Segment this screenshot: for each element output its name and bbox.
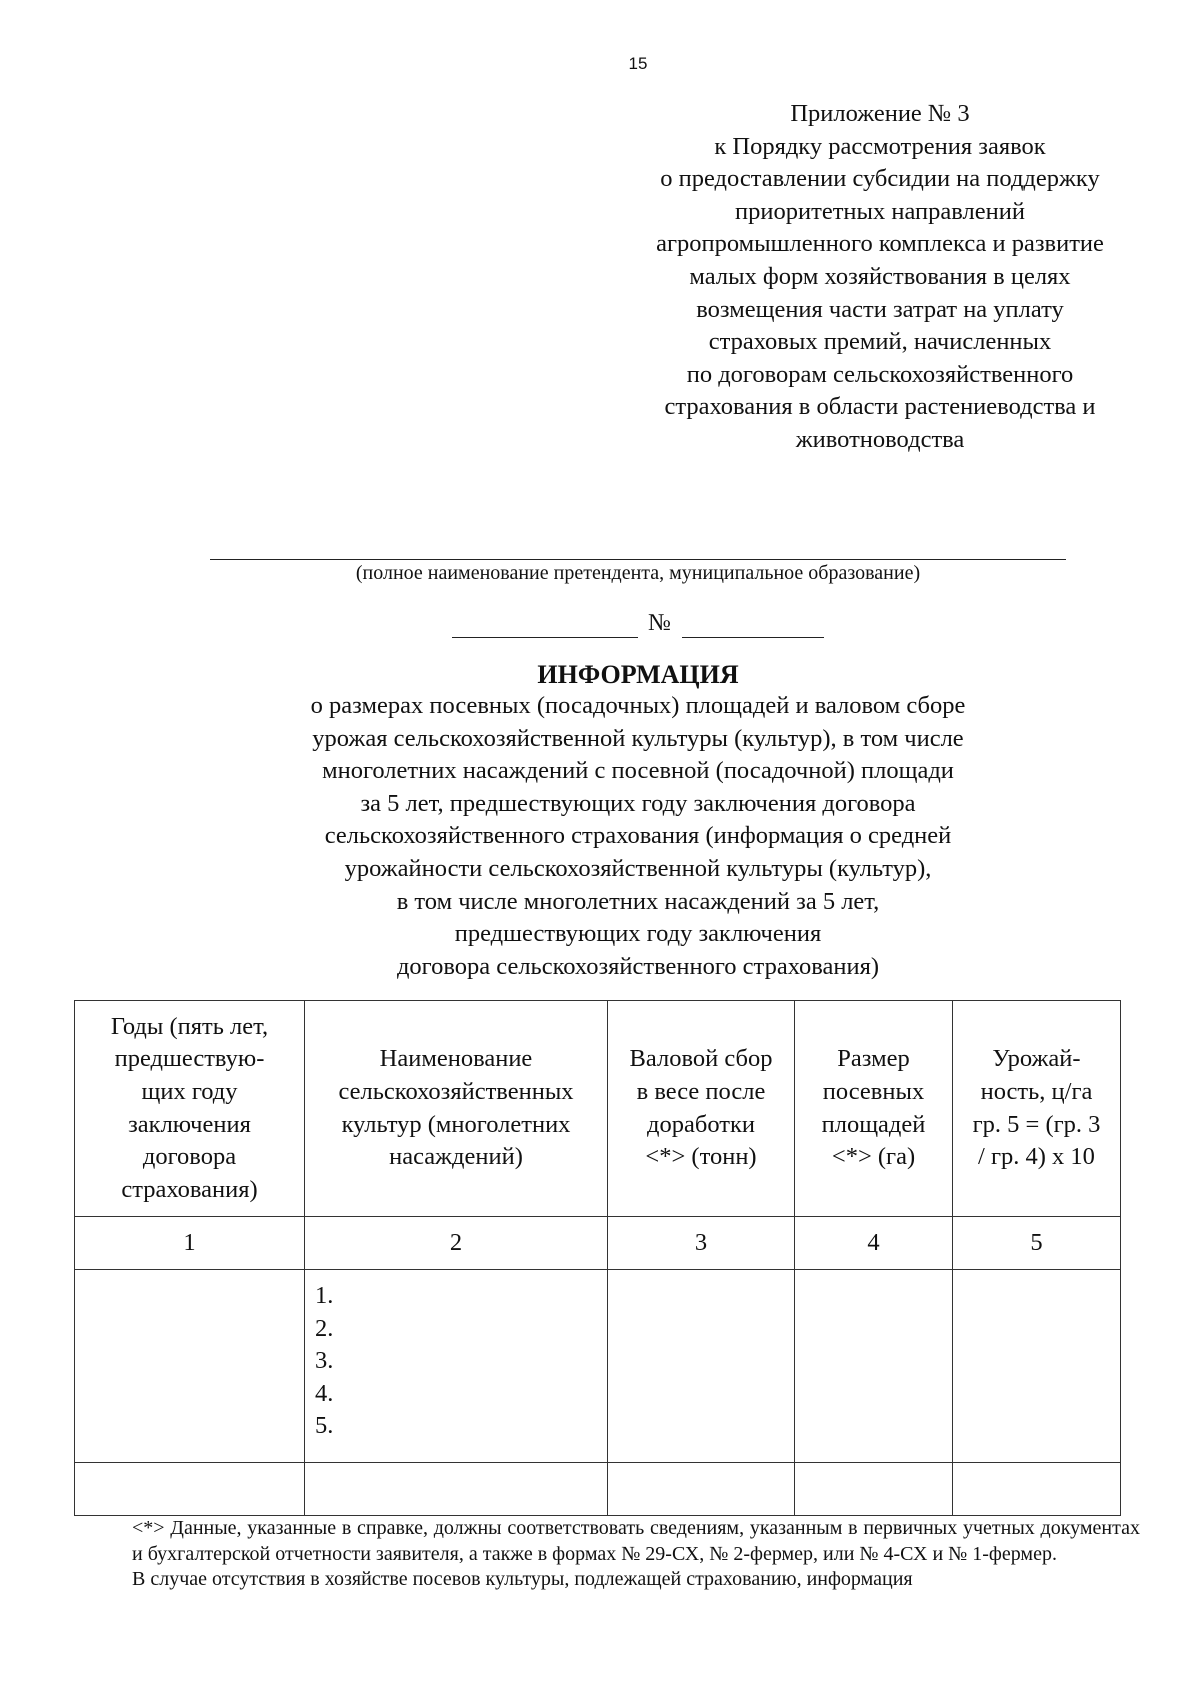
yield-info-table [74,1000,1121,1516]
table-cell [75,1270,305,1463]
footnote-paragraph: В случае отсутствия в хозяйстве посевов культуры, подлежащей страхованию, информация [132,1568,913,1590]
header-years: Годы (пять лет, предшествую- щих году заключения договора страхования) [75,1001,305,1217]
header-sown-area: Размер посевных площадей <*> (га) [795,1001,953,1217]
appendix-line: малых форм хозяйствования в целях [689,262,1071,290]
appendix-line: по договорам сельскохозяйственного [686,360,1074,388]
header-crop-name: Наименование сельскохозяйственных культур (многолетних насаждений) [305,1001,608,1217]
applicant-name-caption: (полное наименование претендента, муниципальное образование) [355,562,921,584]
header-gross-harvest: Валовой сбор в весе после доработки <*> (тонн) [608,1001,795,1217]
subtitle-line: в том числе многолетних насаждений за 5 лет, [396,887,880,915]
header-yield: Урожай- ность, ц/га гр. 5 = (гр. 3 / гр. 4) x 10 [953,1001,1121,1217]
subtitle-line: урожая сельскохозяйственной культуры (культур), в том числе [312,724,964,752]
page-number: 15 [628,54,648,73]
table-cell [305,1463,608,1516]
number-sign: № [648,610,671,636]
column-number: 4 [795,1217,953,1270]
table-cell [75,1463,305,1516]
subtitle-line: предшествующих году заключения [454,920,822,948]
column-number: 3 [608,1217,795,1270]
appendix-line: к Порядку рассмотрения заявок [714,132,1046,160]
appendix-line: животноводства [795,425,965,453]
appendix-line: о предоставлении субсидии на поддержку [660,165,1100,193]
column-number: 2 [305,1217,608,1270]
table-cell [608,1270,795,1463]
table-cell [795,1463,953,1516]
table-cell [795,1270,953,1463]
date-blank-line [452,637,638,638]
applicant-name-line [210,559,1066,560]
subtitle-line: о размерах посевных (посадочных) площадей и валовом сборе [310,692,966,719]
subtitle-line: договора сельскохозяйственного страхования) [396,952,880,980]
document-title: ИНФОРМАЦИЯ [537,660,739,689]
document-number-row [452,612,832,642]
footnote [132,1516,1140,1593]
subtitle-line: за 5 лет, предшествующих году заключения договора [360,789,916,817]
table-cell [953,1463,1121,1516]
subtitle-line: многолетних насаждений с посевной (посадочной) площади [322,757,954,785]
column-number: 1 [75,1217,305,1270]
document-subtitle [230,690,1046,983]
footnote-paragraph: <*> Данные, указанные в справке, должны соответствовать сведениям, указанным в первичных учетных документах и бухгалтерской отчетности заявителя, а также в формах № 29-СХ, № 2-фермер, или № 4-СХ и № 1-фермер. [132,1517,1140,1565]
table-cell [953,1270,1121,1463]
table-cell [608,1463,795,1516]
subtitle-line: сельскохозяйственного страхования (информация о средней [324,822,952,850]
table-header-row [75,1001,1121,1217]
appendix-line: возмещения части затрат на уплату [696,295,1064,323]
table-row [75,1270,1121,1463]
table-column-numbers-row [75,1217,1121,1270]
appendix-line: приоритетных направлений [735,197,1025,225]
appendix-line: страхования в области растениеводства и [664,393,1096,421]
appendix-line: Приложение № 3 [790,100,970,127]
appendix-header [620,98,1140,457]
appendix-line: страховых премий, начисленных [708,328,1052,356]
number-blank-line [682,637,824,638]
subtitle-line: урожайности сельскохозяйственной культуры (культур), [344,854,932,882]
table-row [75,1463,1121,1516]
crop-list-cell: 1. 2. 3. 4. 5. [305,1270,608,1463]
appendix-line: агропромышленного комплекса и развитие [656,230,1104,258]
column-number: 5 [953,1217,1121,1270]
